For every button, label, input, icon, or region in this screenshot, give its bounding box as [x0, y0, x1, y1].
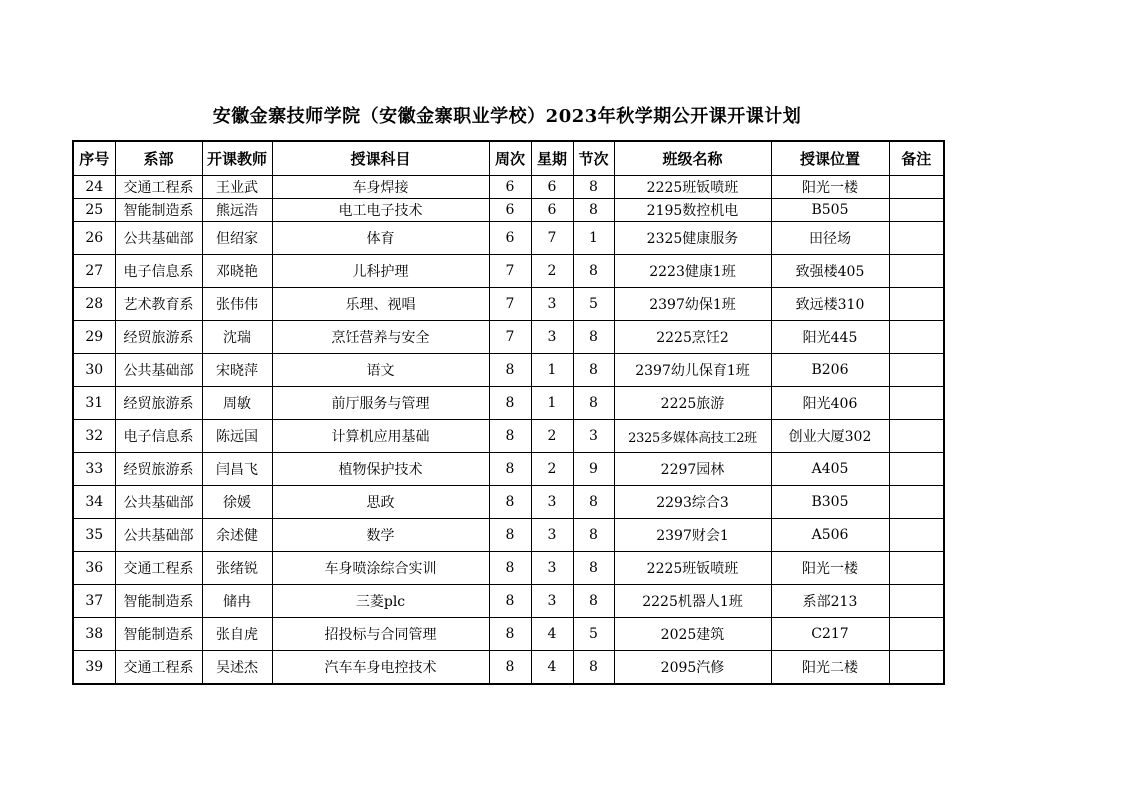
cell-subject: 植物保护技术	[272, 453, 489, 486]
cell-period: 8	[573, 585, 614, 618]
cell-dept: 经贸旅游系	[115, 387, 202, 420]
cell-weekday: 2	[531, 453, 573, 486]
table-row	[73, 321, 944, 354]
col-header-note: 备注	[889, 141, 944, 176]
cell-dept: 公共基础部	[115, 519, 202, 552]
cell-class: 2195数控机电	[614, 199, 771, 222]
cell-week: 8	[489, 585, 531, 618]
cell-teacher: 闫昌飞	[202, 453, 272, 486]
cell-subject: 语文	[272, 354, 489, 387]
cell-no: 32	[73, 420, 115, 453]
table-row	[73, 618, 944, 651]
table-row	[73, 199, 944, 222]
cell-period: 9	[573, 453, 614, 486]
cell-note	[889, 519, 944, 552]
cell-note	[889, 618, 944, 651]
cell-dept: 电子信息系	[115, 255, 202, 288]
cell-dept: 智能制造系	[115, 585, 202, 618]
col-header-weekday: 星期	[531, 141, 573, 176]
cell-weekday: 4	[531, 618, 573, 651]
cell-subject: 数学	[272, 519, 489, 552]
cell-class: 2397幼儿保育1班	[614, 354, 771, 387]
cell-no: 38	[73, 618, 115, 651]
cell-no: 25	[73, 199, 115, 222]
cell-dept: 智能制造系	[115, 618, 202, 651]
cell-teacher: 沈瑞	[202, 321, 272, 354]
col-header-location: 授课位置	[771, 141, 889, 176]
table-row	[73, 486, 944, 519]
table-row	[73, 387, 944, 420]
cell-class: 2293综合3	[614, 486, 771, 519]
cell-no: 27	[73, 255, 115, 288]
cell-teacher: 吴述杰	[202, 651, 272, 685]
cell-no: 33	[73, 453, 115, 486]
table-row	[73, 453, 944, 486]
table-row	[73, 420, 944, 453]
cell-period: 1	[573, 222, 614, 255]
cell-subject: 汽车车身电控技术	[272, 651, 489, 685]
cell-subject: 车身焊接	[272, 176, 489, 199]
cell-no: 29	[73, 321, 115, 354]
cell-period: 8	[573, 199, 614, 222]
cell-weekday: 3	[531, 486, 573, 519]
cell-subject: 电工电子技术	[272, 199, 489, 222]
cell-teacher: 王业武	[202, 176, 272, 199]
table-row	[73, 222, 944, 255]
cell-teacher: 张伟伟	[202, 288, 272, 321]
table-row	[73, 519, 944, 552]
cell-teacher: 熊远浩	[202, 199, 272, 222]
cell-teacher: 徐媛	[202, 486, 272, 519]
cell-weekday: 7	[531, 222, 573, 255]
cell-subject: 乐理、视唱	[272, 288, 489, 321]
cell-subject: 思政	[272, 486, 489, 519]
cell-teacher: 邓晓艳	[202, 255, 272, 288]
col-header-period: 节次	[573, 141, 614, 176]
cell-teacher: 宋晓萍	[202, 354, 272, 387]
cell-weekday: 1	[531, 354, 573, 387]
cell-subject: 儿科护理	[272, 255, 489, 288]
cell-note	[889, 453, 944, 486]
cell-no: 39	[73, 651, 115, 685]
cell-dept: 电子信息系	[115, 420, 202, 453]
cell-class: 2397财会1	[614, 519, 771, 552]
cell-location: 阳光一楼	[771, 552, 889, 585]
table-header-row	[73, 141, 944, 176]
cell-weekday: 3	[531, 552, 573, 585]
cell-dept: 艺术教育系	[115, 288, 202, 321]
cell-period: 8	[573, 387, 614, 420]
cell-location: 致远楼310	[771, 288, 889, 321]
cell-subject: 招投标与合同管理	[272, 618, 489, 651]
cell-teacher: 张自虎	[202, 618, 272, 651]
cell-week: 6	[489, 176, 531, 199]
cell-period: 8	[573, 354, 614, 387]
cell-week: 8	[489, 420, 531, 453]
cell-class: 2397幼保1班	[614, 288, 771, 321]
cell-period: 8	[573, 651, 614, 685]
cell-week: 8	[489, 651, 531, 685]
cell-week: 6	[489, 222, 531, 255]
cell-dept: 交通工程系	[115, 651, 202, 685]
table-row	[73, 552, 944, 585]
cell-note	[889, 199, 944, 222]
cell-note	[889, 354, 944, 387]
cell-week: 8	[489, 453, 531, 486]
cell-period: 3	[573, 420, 614, 453]
cell-note	[889, 222, 944, 255]
cell-note	[889, 321, 944, 354]
col-header-teacher: 开课教师	[202, 141, 272, 176]
cell-teacher: 张绪锐	[202, 552, 272, 585]
cell-class: 2225烹饪2	[614, 321, 771, 354]
cell-note	[889, 585, 944, 618]
cell-period: 8	[573, 519, 614, 552]
cell-weekday: 3	[531, 321, 573, 354]
col-header-class: 班级名称	[614, 141, 771, 176]
cell-location: B206	[771, 354, 889, 387]
cell-no: 24	[73, 176, 115, 199]
cell-dept: 交通工程系	[115, 552, 202, 585]
cell-week: 8	[489, 486, 531, 519]
cell-class: 2225旅游	[614, 387, 771, 420]
col-header-week: 周次	[489, 141, 531, 176]
cell-period: 8	[573, 486, 614, 519]
cell-subject: 车身喷涂综合实训	[272, 552, 489, 585]
cell-weekday: 2	[531, 255, 573, 288]
cell-location: 阳光二楼	[771, 651, 889, 685]
cell-location: 创业大厦302	[771, 420, 889, 453]
cell-weekday: 6	[531, 199, 573, 222]
cell-subject: 前厅服务与管理	[272, 387, 489, 420]
schedule-table	[72, 140, 945, 685]
col-header-no: 序号	[73, 141, 115, 176]
cell-week: 8	[489, 618, 531, 651]
cell-week: 7	[489, 321, 531, 354]
cell-location: 阳光406	[771, 387, 889, 420]
cell-week: 6	[489, 199, 531, 222]
cell-location: C217	[771, 618, 889, 651]
cell-week: 7	[489, 255, 531, 288]
cell-weekday: 3	[531, 288, 573, 321]
cell-subject: 计算机应用基础	[272, 420, 489, 453]
cell-no: 34	[73, 486, 115, 519]
cell-location: 田径场	[771, 222, 889, 255]
cell-week: 8	[489, 354, 531, 387]
cell-teacher: 陈远国	[202, 420, 272, 453]
cell-class: 2225机器人1班	[614, 585, 771, 618]
cell-class: 2095汽修	[614, 651, 771, 685]
cell-class: 2225班钣喷班	[614, 552, 771, 585]
cell-weekday: 6	[531, 176, 573, 199]
cell-no: 31	[73, 387, 115, 420]
cell-no: 37	[73, 585, 115, 618]
cell-dept: 经贸旅游系	[115, 453, 202, 486]
cell-subject: 三菱plc	[272, 585, 489, 618]
cell-note	[889, 176, 944, 199]
cell-location: A506	[771, 519, 889, 552]
cell-location: 致强楼405	[771, 255, 889, 288]
cell-period: 8	[573, 552, 614, 585]
cell-dept: 公共基础部	[115, 222, 202, 255]
cell-period: 8	[573, 255, 614, 288]
cell-teacher: 但绍家	[202, 222, 272, 255]
col-header-subject: 授课科目	[272, 141, 489, 176]
cell-class: 2223健康1班	[614, 255, 771, 288]
table-row	[73, 354, 944, 387]
cell-note	[889, 420, 944, 453]
cell-no: 35	[73, 519, 115, 552]
cell-dept: 交通工程系	[115, 176, 202, 199]
table-row	[73, 585, 944, 618]
cell-note	[889, 387, 944, 420]
table-row	[73, 288, 944, 321]
table-row	[73, 651, 944, 685]
page-title: 安徽金寨技师学院（安徽金寨职业学校）2023年秋学期公开课开课计划	[212, 106, 802, 127]
cell-location: 系部213	[771, 585, 889, 618]
cell-location: 阳光445	[771, 321, 889, 354]
cell-class: 2025建筑	[614, 618, 771, 651]
cell-week: 7	[489, 288, 531, 321]
cell-weekday: 4	[531, 651, 573, 685]
cell-class: 2297园林	[614, 453, 771, 486]
cell-location: B505	[771, 199, 889, 222]
cell-note	[889, 255, 944, 288]
cell-period: 8	[573, 321, 614, 354]
col-header-dept: 系部	[115, 141, 202, 176]
cell-no: 30	[73, 354, 115, 387]
cell-location: B305	[771, 486, 889, 519]
cell-week: 8	[489, 519, 531, 552]
cell-dept: 公共基础部	[115, 354, 202, 387]
cell-location: 阳光一楼	[771, 176, 889, 199]
cell-subject: 体育	[272, 222, 489, 255]
cell-note	[889, 651, 944, 685]
cell-weekday: 3	[531, 585, 573, 618]
cell-dept: 公共基础部	[115, 486, 202, 519]
table-row	[73, 255, 944, 288]
cell-class: 2325多媒体高技工2班	[614, 420, 771, 453]
cell-dept: 智能制造系	[115, 199, 202, 222]
table-row	[73, 176, 944, 199]
cell-subject: 烹饪营养与安全	[272, 321, 489, 354]
cell-dept: 经贸旅游系	[115, 321, 202, 354]
cell-weekday: 1	[531, 387, 573, 420]
cell-weekday: 3	[531, 519, 573, 552]
cell-no: 36	[73, 552, 115, 585]
cell-no: 26	[73, 222, 115, 255]
cell-class: 2225班钣喷班	[614, 176, 771, 199]
cell-period: 8	[573, 176, 614, 199]
cell-teacher: 储冉	[202, 585, 272, 618]
cell-weekday: 2	[531, 420, 573, 453]
cell-note	[889, 486, 944, 519]
cell-note	[889, 288, 944, 321]
cell-teacher: 余述健	[202, 519, 272, 552]
cell-period: 5	[573, 288, 614, 321]
cell-no: 28	[73, 288, 115, 321]
cell-location: A405	[771, 453, 889, 486]
cell-week: 8	[489, 387, 531, 420]
cell-period: 5	[573, 618, 614, 651]
cell-teacher: 周敏	[202, 387, 272, 420]
cell-week: 8	[489, 552, 531, 585]
cell-class: 2325健康服务	[614, 222, 771, 255]
cell-note	[889, 552, 944, 585]
